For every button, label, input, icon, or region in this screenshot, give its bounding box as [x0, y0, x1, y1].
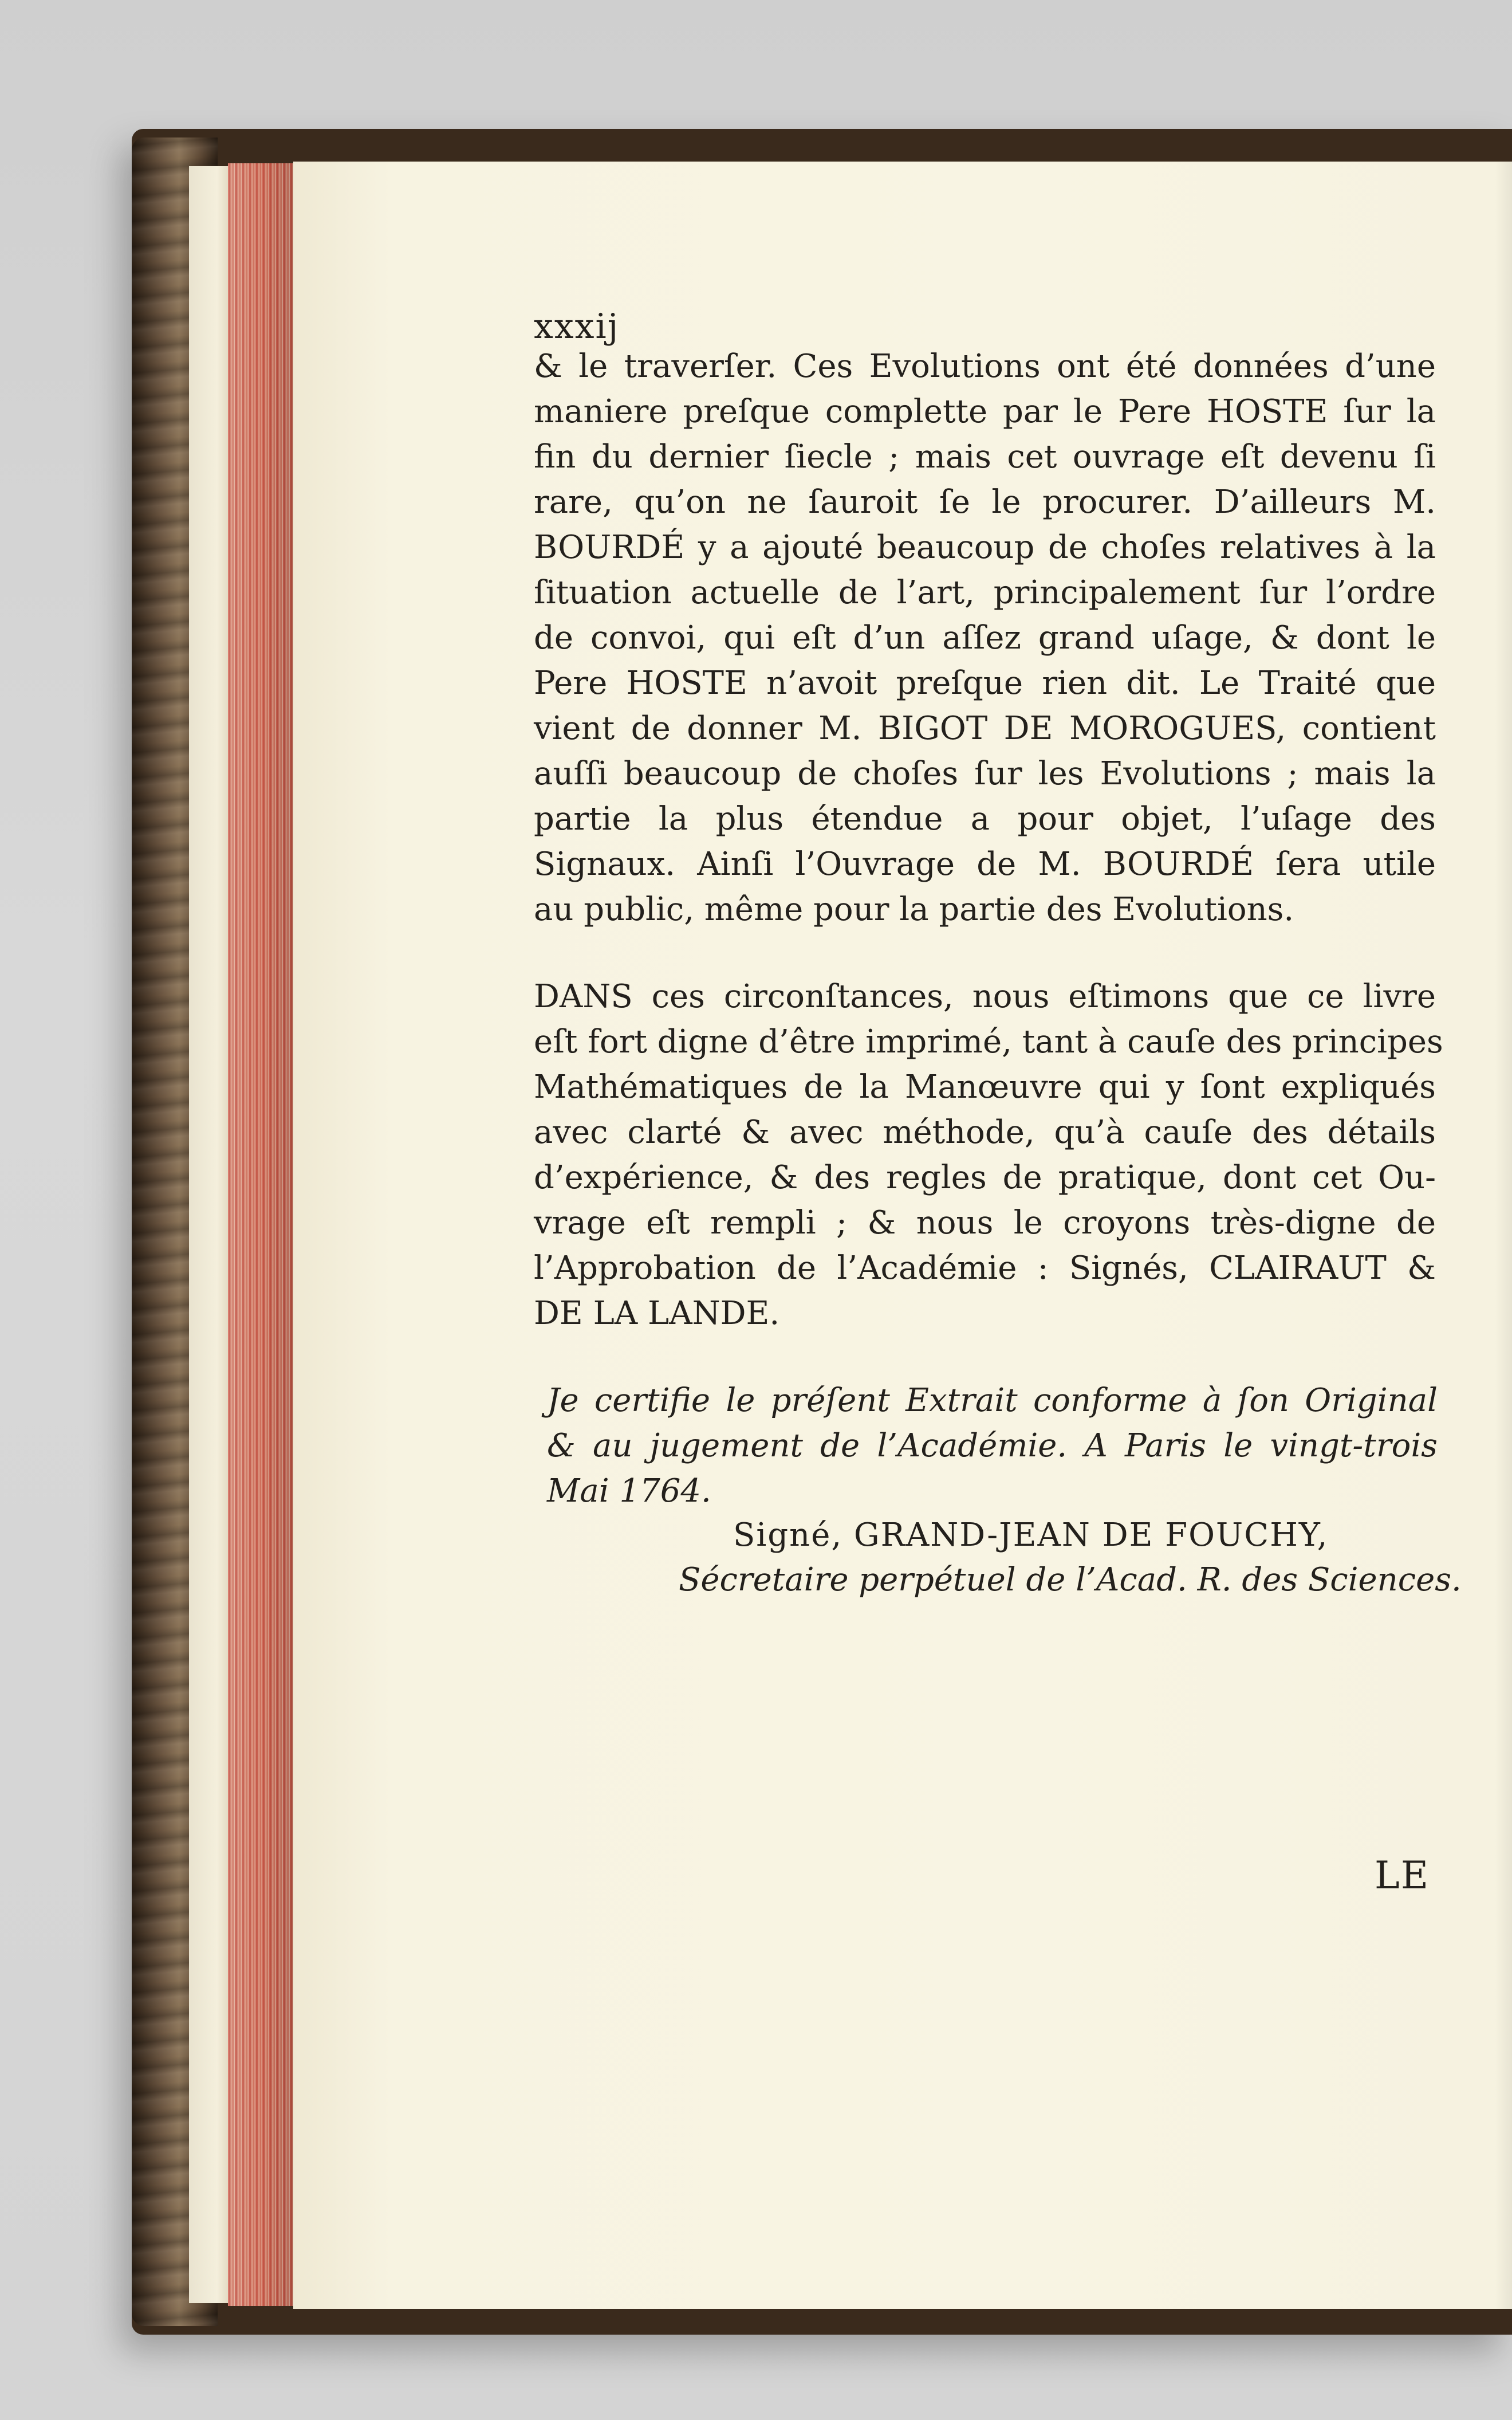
text-line: Pere HOSTE n’avoit preſque rien dit. Le Traité que [534, 665, 1436, 702]
text-line: de convoi, qui eſt d’un aſſez grand uſage, & dont le [534, 619, 1436, 657]
text-line: l’Approbation de l’Académie : Signés, CLAIRAUT & [534, 1250, 1436, 1287]
text-line: rare, qu’on ne ſauroit ſe le procurer. D’ailleurs M. [534, 484, 1436, 521]
text-line: auſſi beaucoup de choſes ſur les Evolutions ; mais la [534, 755, 1436, 792]
text-line: maniere preſque complette par le Pere HOSTE ſur la [534, 393, 1436, 430]
text-line: eſt fort digne d’être imprimé, tant à cauſe des principes [534, 1023, 1443, 1060]
page-number: xxxij [534, 307, 620, 347]
text-line: fin du dernier ſiecle ; mais cet ouvrage eſt devenu ſi [534, 438, 1436, 476]
paragraph-evolutions [534, 344, 1436, 932]
paragraph-approval [534, 974, 1443, 1336]
text-line: Mai 1764. [547, 1472, 711, 1510]
text-line: vrage eſt rempli ; & nous le croyons très-digne de [534, 1204, 1436, 1242]
text-line: & le traverſer. Ces Evolutions ont été données d’une [534, 348, 1436, 385]
certificate-paragraph [547, 1378, 1438, 1514]
text-line: Je certifie le préſent Extrait conforme à ſon Original [547, 1382, 1438, 1419]
text-line: ſituation actuelle de l’art, principalement ſur l’ordre [534, 574, 1436, 611]
text-line: DANS ces circonſtances, nous eſtimons que ce livre [534, 978, 1436, 1015]
text-line: partie la plus étendue a pour objet, l’uſage des [534, 800, 1436, 838]
page-shadow [1495, 162, 1512, 2309]
red-page-edges [228, 163, 294, 2306]
text-line: Signaux. Ainſi l’Ouvrage de M. BOURDÉ ſera utile [534, 846, 1436, 883]
text-line: au public, même pour la partie des Evolutions. [534, 891, 1294, 928]
text-line: DE LA LANDE. [534, 1295, 780, 1332]
text-line: vient de donner M. BIGOT DE MOROGUES, contient [534, 710, 1436, 747]
text-line: & au jugement de l’Académie. A Paris le vingt-trois [547, 1427, 1438, 1464]
signatory-title: Sécretaire perpétuel de l’Acad. R. des Sciences. [679, 1561, 1462, 1598]
catchword: LE [1375, 1853, 1430, 1897]
text-line: Mathématiques de la Manœuvre qui y ſont expliqués [534, 1068, 1436, 1106]
flyleaf-edge [189, 166, 229, 2303]
text-line: avec clarté & avec méthode, qu’à cauſe des détails [534, 1114, 1436, 1151]
text-line: d’expérience, & des regles de pratique, dont cet Ou- [534, 1159, 1436, 1196]
signature-line: Signé, GRAND-JEAN DE FOUCHY, [733, 1517, 1329, 1554]
text-line: BOURDÉ y a ajouté beaucoup de choſes relatives à la [534, 529, 1436, 566]
